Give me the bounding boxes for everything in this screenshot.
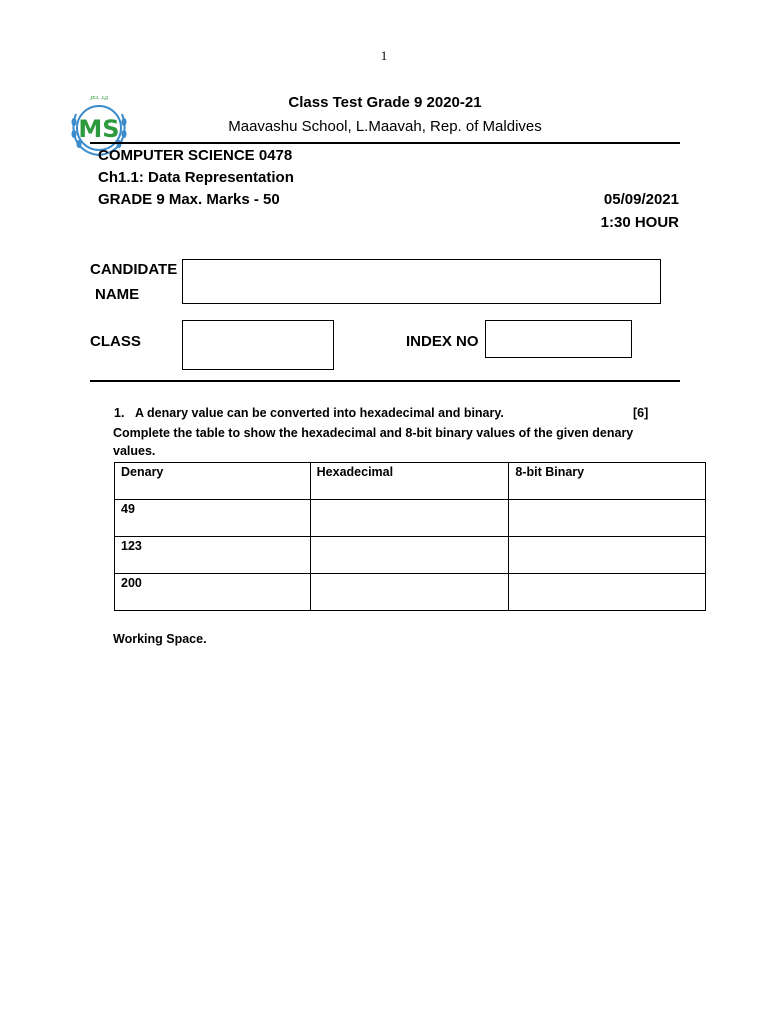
- denary-cell: 200: [115, 574, 311, 611]
- binary-answer-cell[interactable]: [509, 537, 706, 574]
- conversion-table: [114, 462, 706, 611]
- denary-cell: 123: [115, 537, 311, 574]
- chapter: Ch1.1: Data Representation: [98, 169, 294, 186]
- school-name: Maavashu School, L.Maavah, Rep. of Maldives: [228, 118, 542, 135]
- subject: COMPUTER SCIENCE 0478: [98, 147, 293, 164]
- table-row: [115, 537, 706, 574]
- hexadecimal-answer-cell[interactable]: [310, 537, 509, 574]
- candidate-divider: [90, 380, 680, 382]
- question-marks: [6]: [633, 406, 649, 420]
- column-header-binary: 8-bit Binary: [509, 463, 706, 500]
- question-number: 1.: [114, 406, 125, 420]
- binary-answer-cell[interactable]: [509, 574, 706, 611]
- class-label: CLASS: [90, 333, 141, 350]
- candidate-name-label-line2: NAME: [95, 286, 140, 303]
- candidate-name-label-line1: CANDIDATE: [90, 261, 178, 278]
- table-row: [115, 574, 706, 611]
- binary-answer-cell[interactable]: [509, 500, 706, 537]
- candidate-name-field[interactable]: [182, 259, 661, 304]
- table-row: [115, 500, 706, 537]
- index-no-label: INDEX NO: [406, 333, 479, 350]
- hexadecimal-answer-cell[interactable]: [310, 574, 509, 611]
- question-text: A denary value can be converted into hexadecimal and binary.: [135, 406, 504, 420]
- hexadecimal-answer-cell[interactable]: [310, 500, 509, 537]
- question-instruction-line1: Complete the table to show the hexadecimal and 8-bit binary values of the given denary: [113, 426, 634, 440]
- working-space-label: Working Space.: [113, 632, 207, 646]
- column-header-denary: Denary: [115, 463, 311, 500]
- column-header-hexadecimal: Hexadecimal: [310, 463, 509, 500]
- test-date: 05/09/2021: [603, 191, 679, 208]
- svg-text:މާވަށު ސްކޫލް: މާވަށު ސްކޫލް: [89, 96, 109, 102]
- test-title: Class Test Grade 9 2020-21: [288, 94, 482, 111]
- grade-marks: GRADE 9 Max. Marks - 50: [98, 191, 280, 208]
- index-no-field[interactable]: [485, 320, 632, 358]
- test-duration: 1:30 HOUR: [600, 214, 679, 231]
- header-divider: [90, 142, 680, 144]
- class-field[interactable]: [182, 320, 334, 370]
- table-header-row: [115, 463, 706, 500]
- page-number: 1: [380, 48, 388, 63]
- denary-cell: 49: [115, 500, 311, 537]
- question-instruction-line2: values.: [113, 444, 156, 458]
- svg-text:MS: MS: [78, 115, 120, 143]
